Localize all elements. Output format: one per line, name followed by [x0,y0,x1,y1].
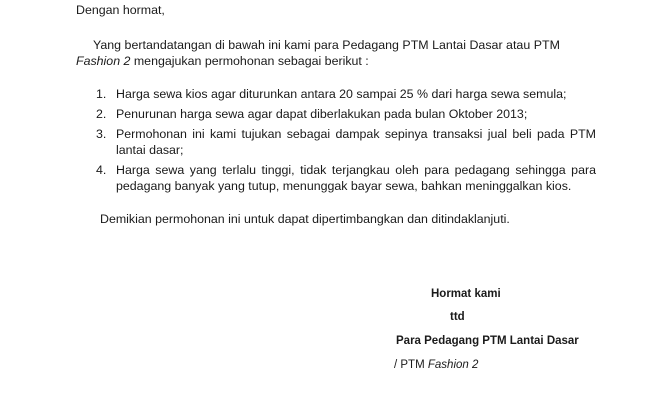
list-item-number: 2. [96,107,107,121]
signer-name: Para Pedagang PTM Lantai Dasar [396,335,579,347]
intro-line-2 [76,53,596,69]
request-list [96,86,596,198]
signature-ttd: ttd [450,311,465,323]
list-item-number: 4. [96,163,107,177]
salutation: Dengan hormat, [76,3,165,17]
list-item [96,86,596,102]
signature-block [370,286,600,373]
list-item-text: Penurunan harga sewa agar dapat diberlakukan pada bulan Oktober 2013; [116,107,528,121]
signature-greeting: Hormat kami [431,288,501,300]
intro-italic-name: Fashion 2 [76,54,131,68]
list-item-text: Harga sewa kios agar diturunkan antara 20 sampai 25 % dari harga sewa semula; [116,87,567,101]
list-item-text: Harga sewa yang terlalu tinggi, tidak terjangkau oleh para pedagang sehingga para pedagang banyak yang tutup, menunggak bayar sewa, bahkan meninggalkan kios. [116,163,596,193]
list-item [96,126,596,158]
intro-line-2-rest: mengajukan permohonan sebagai berikut : [130,54,369,68]
list-item-number: 1. [96,87,107,101]
signer-subtitle [370,357,600,373]
intro-paragraph [76,37,596,69]
signer-subtitle-italic: Fashion 2 [427,359,479,371]
intro-line-1: Yang bertandatangan di bawah ini kami para Pedagang PTM Lantai Dasar atau PTM [93,38,560,52]
closing-paragraph: Demikian permohonan ini untuk dapat dipertimbangkan dan ditindaklanjuti. [100,212,510,226]
list-item-number: 3. [96,127,107,141]
list-item [96,106,596,122]
list-item-text: Permohonan ini kami tujukan sebagai dampak sepinya transaksi jual beli pada PTM lantai dasar; [116,127,596,157]
signer-subtitle-prefix: / PTM [394,359,428,371]
list-item [96,162,596,194]
